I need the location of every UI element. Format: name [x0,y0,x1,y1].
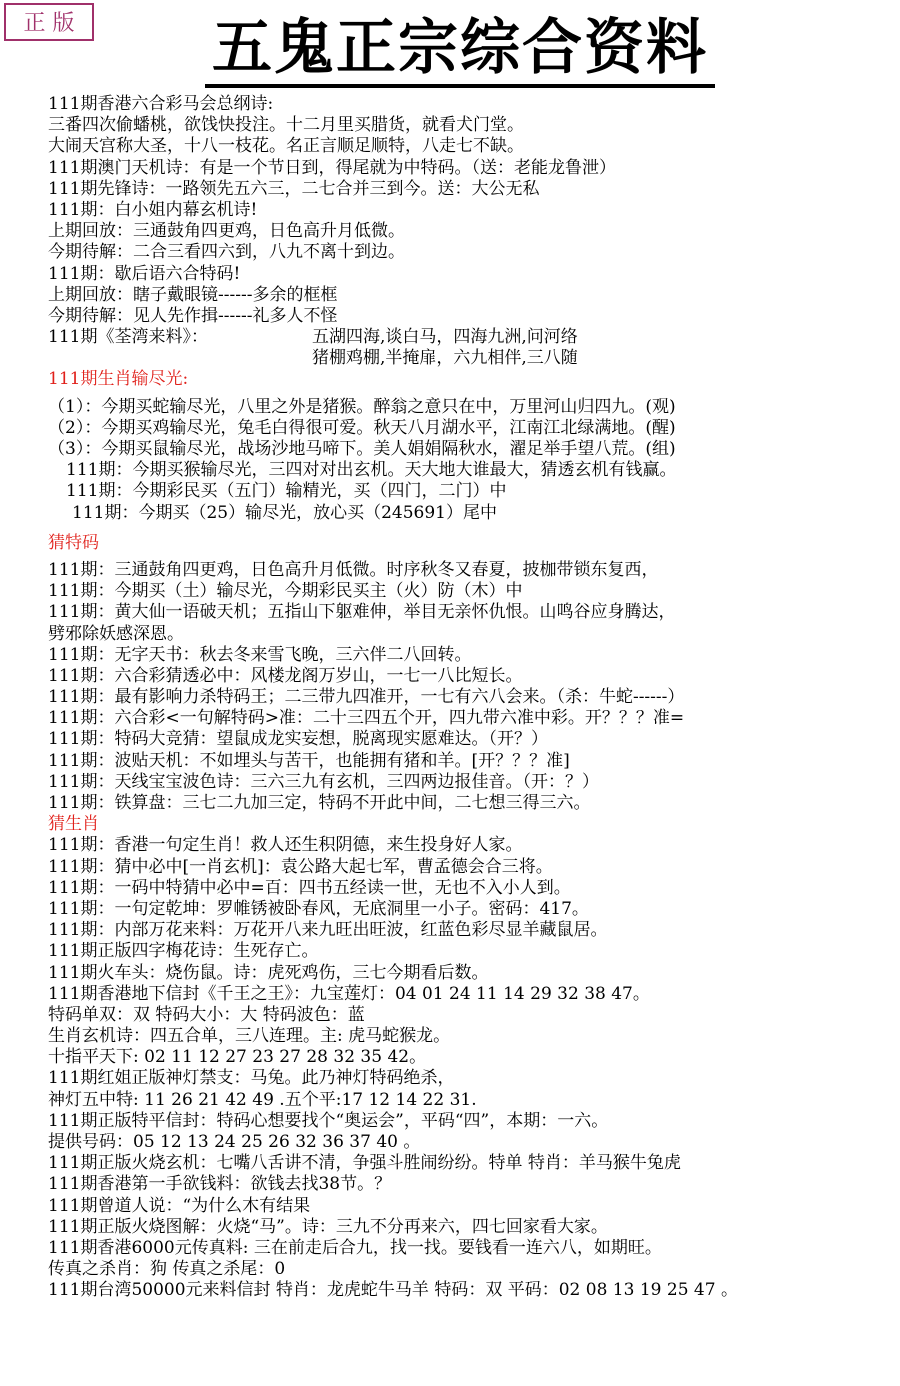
heading-shengxiao-lose: 111期生肖输尽光: [48,369,189,390]
text-line: 今期待解：二合三看四六到，八九不离十到边。 [48,242,405,263]
text-line: 今期待解：见人先作揖------礼多人不怪 [48,305,338,326]
text-line: 111期：今期彩民买（五门）输精光，买（四门，二门）中 [66,481,507,502]
text-line: 111期：今期买猴输尽光，三四对对出玄机。天大地大谁最大，猜透玄机有钱赢。 [66,460,677,481]
text-line: 111期：一码中特猜中必中=百：四书五经读一世，无也不入小人到。 [48,877,571,898]
text-line: 111期香港6000元传真料: 三在前走后合九，找一找。要钱看一连六八，如期旺。 [48,1237,662,1258]
text-line: 十指平天下: 02 11 12 27 23 27 28 32 35 42。 [48,1047,427,1068]
text-line: 111期香港六合彩马会总纲诗: [48,94,274,114]
tsuen-wan-line-1: 五湖四海,谈白马，四海九洲,问河络 [312,327,578,348]
text-line: 111期：铁算盘：三七二九加三定，特码不开此中间，二七想三得三六。 [48,793,591,813]
text-line: 111期正版火烧玄机：七嘴八舌讲不清，争强斗胜闹纷纷。特单 特肖：羊马猴牛兔虎 [48,1153,681,1174]
text-line: 111期台湾50000元来料信封 特肖：龙虎蛇牛马羊 特码：双 平码：02 08 13 19 25 47 。 [48,1280,738,1301]
text-line: 111期：香港一句定生肖！救人还生积阴德，来生投身好人家。 [48,835,523,856]
text-line: 111期：特码大竞猜：望鼠成龙实妄想，脱离现实愿难达。（开？） [48,729,548,750]
section-guess-tema [48,560,896,814]
text-line: 111期正版四字梅花诗：生死存亡。 [48,941,319,962]
zhengban-badge: 正 版 [4,3,94,41]
text-line: 大闹天宫称大圣，十八一枝花。名正言顺足顺特，八走七不缺。 [48,136,524,157]
text-line: 特码单双：双 特码大小：大 特码波色：蓝 [48,1004,365,1025]
text-line: 传真之杀肖：狗 传真之杀尾：0 [48,1259,286,1280]
text-line: 提供号码：05 12 13 24 25 26 32 36 37 40 。 [48,1132,421,1152]
text-line: 111期：黄大仙一语破天机；五指山下躯难伸，举目无亲怀仇恨。山鸣谷应身腾达， [48,602,676,623]
tsuen-wan-row [48,327,896,348]
spacer [48,348,312,369]
text-line: 劈邪除妖感深恩。 [48,623,184,644]
text-line: 111期：白小姐内幕玄机诗! [48,199,258,220]
section-lose-all [48,397,896,524]
page-title: 五鬼正宗综合资料 [212,13,708,83]
title-underline [205,84,715,88]
text-line: 生肖玄机诗：四五合单，三八连理。主: 虎马蛇猴龙。 [48,1026,451,1047]
text-line: 111期：歇后语六合特码! [48,263,241,284]
text-line: 上期回放：瞎子戴眼镜------多余的框框 [48,284,338,305]
text-line: （3）：今期买鼠输尽光，战场沙地马啼下。美人娟娟隔秋水，濯足举手望八荒。(组) [48,439,676,459]
tsuen-wan-row-2 [48,348,896,369]
section-general-poems [48,94,896,369]
text-line: 111期：今期买（25）输尽光，放心买（245691）尾中 [72,502,497,523]
heading-guess-tema: 猜特码 [48,532,99,553]
text-line: （2）：今期买鸡输尽光，兔毛白得很可爱。秋天八月湖水平，江南江北绿满地。(醒) [48,417,676,438]
text-line: 111期香港地下信封《千王之王》：九宝莲灯：04 01 24 11 14 29 32 38 47。 [48,983,650,1004]
tsuen-wan-line-2: 猪棚鸡棚,半掩扉，六九相伴,三八随 [312,348,578,369]
text-line: 111期澳门天机诗：有是一个节日到，得尾就为中特码。（送：老能龙鲁泄） [48,157,616,178]
text-line: 111期先锋诗：一路领先五六三，二七合并三到今。送：大公无私 [48,178,540,199]
heading-guess-shengxiao: 猜生肖 [48,814,99,835]
text-line: 111期：波贴天机：不如埋头与苦干，也能拥有猪和羊。[开？？？准] [48,750,570,771]
text-line: 111期：一句定乾坤：罗帷锈被卧春风，无底洞里一小子。密码：417。 [48,898,589,919]
text-line: 111期：无字天书：秋去冬来雪飞晚，三六伴二八回转。 [48,644,472,665]
text-line: 111期：三通鼓角四更鸡，日色高升月低微。时序秋冬又春夏，披枷带锁东复西， [48,559,659,580]
tsuen-wan-label: 111期《荃湾来料》： [48,327,208,348]
text-line: 神灯五中特: 11 26 21 42 49 .五个平:17 12 14 22 31. [48,1089,477,1110]
text-line: 111期香港第一手欲钱料：欲钱去找38节。？ [48,1174,392,1195]
text-line: 111期：六合彩猜透必中：风楼龙阁万岁山，一七一八比短长。 [48,665,523,686]
text-line: 111期曾道人说：“为什么木有结果 [48,1195,311,1216]
text-line: 111期：内部万花来料：万花开八来九旺出旺波，红蓝色彩尽显羊藏鼠居。 [48,920,608,941]
text-line: 111期红姐正版神灯禁支：马兔。此乃神灯特码绝杀， [48,1068,455,1089]
text-line: 三番四次偷蟠桃，欲饯快投注。十二月里买腊货，就看犬门堂。 [48,115,524,136]
content-body [48,94,896,1302]
text-line: 111期：最有影响力杀特码王；二三带九四准开，一七有六八会来。（杀：牛蛇------） [48,687,685,708]
text-line: 111期：六合彩<一句解特码>准：二十三四五个开，四九带六准中彩。开？？？准= [48,708,685,729]
text-line: 111期：今期买（土）输尽光，今期彩民买主（火）防（木）中 [48,581,523,602]
text-line: 111期：天线宝宝波色诗：三六三九有玄机，三四两边报佳音。（开：？） [48,771,599,792]
text-line: 111期火车头：烧伤鼠。诗：虎死鸡伤，三七今期看后数。 [48,962,489,983]
section-guess-shengxiao [48,835,896,1301]
text-line: 111期正版特平信封：特码心想要找个“奥运会”，平码“四”，本期：一六。 [48,1110,609,1131]
text-line: 111期正版火烧图解：火烧“马”。诗：三九不分再来六，四七回家看大家。 [48,1216,608,1237]
text-line: 111期：猜中必中[一肖玄机]：袁公路大起七军，曹孟德会合三将。 [48,856,553,877]
text-line: 上期回放：三通鼓角四更鸡，日色高升月低微。 [48,221,405,242]
text-line: （1）：今期买蛇输尽光，八里之外是猪猴。醉翁之意只在中，万里河山归四九。(观) [48,396,676,417]
